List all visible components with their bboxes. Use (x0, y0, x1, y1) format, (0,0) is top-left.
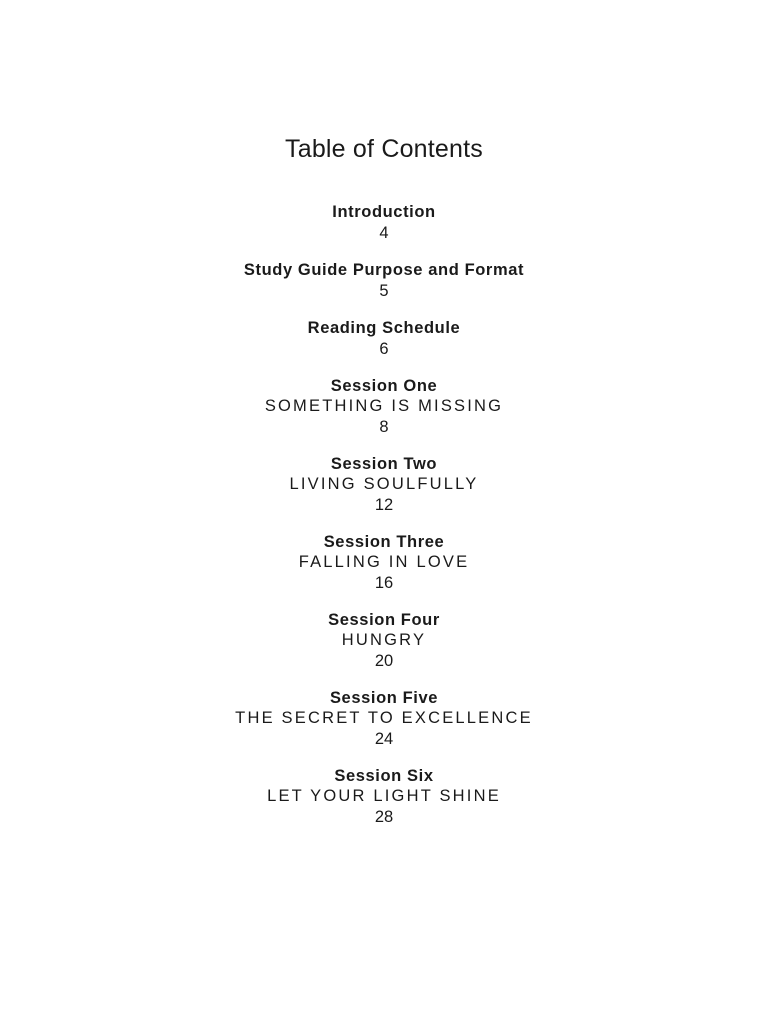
toc-entry-page-number: 4 (379, 224, 389, 242)
toc-entry-heading: Session Five (329, 689, 439, 707)
toc-entry-subtitle: LIVING SOULFULLY (289, 475, 479, 493)
toc-entry-heading: Reading Schedule (307, 319, 461, 337)
toc-entry-subtitle: SOMETHING IS MISSING (264, 397, 504, 415)
toc-entry-subtitle: LET YOUR LIGHT SHINE (267, 787, 501, 805)
toc-entry-session-two (0, 454, 768, 516)
toc-list (0, 202, 768, 844)
toc-entry-heading: Introduction (332, 203, 436, 221)
toc-entry-session-six (0, 766, 768, 828)
toc-entry-page-number: 8 (379, 418, 389, 436)
toc-entry-subtitle: FALLING IN LOVE (298, 553, 470, 571)
toc-entry-heading: Session Six (334, 767, 434, 785)
toc-entry-session-three (0, 532, 768, 594)
toc-entry-page-number: 12 (374, 496, 394, 514)
toc-entry-heading: Session Four (328, 611, 440, 629)
toc-entry-page-number: 6 (379, 340, 389, 358)
toc-entry-session-one (0, 376, 768, 438)
toc-entry-page-number: 20 (374, 652, 394, 670)
toc-entry-heading: Session Three (323, 533, 445, 551)
toc-entry-page-number: 24 (374, 730, 394, 748)
toc-entry-subtitle: THE SECRET TO EXCELLENCE (235, 709, 533, 727)
toc-entry-heading: Session Two (330, 455, 438, 473)
toc-entry-subtitle: HUNGRY (341, 631, 427, 649)
toc-entry-heading: Session One (330, 377, 438, 395)
toc-entry-introduction (0, 202, 768, 244)
toc-entry-study-guide (0, 260, 768, 302)
toc-entry-page-number: 5 (379, 282, 389, 300)
toc-entry-session-five (0, 688, 768, 750)
toc-entry-reading-schedule (0, 318, 768, 360)
toc-entry-session-four (0, 610, 768, 672)
toc-entry-heading: Study Guide Purpose and Format (243, 261, 525, 279)
toc-entry-page-number: 16 (374, 574, 394, 592)
page-title: Table of Contents (285, 135, 483, 163)
toc-entry-page-number: 28 (374, 808, 394, 826)
